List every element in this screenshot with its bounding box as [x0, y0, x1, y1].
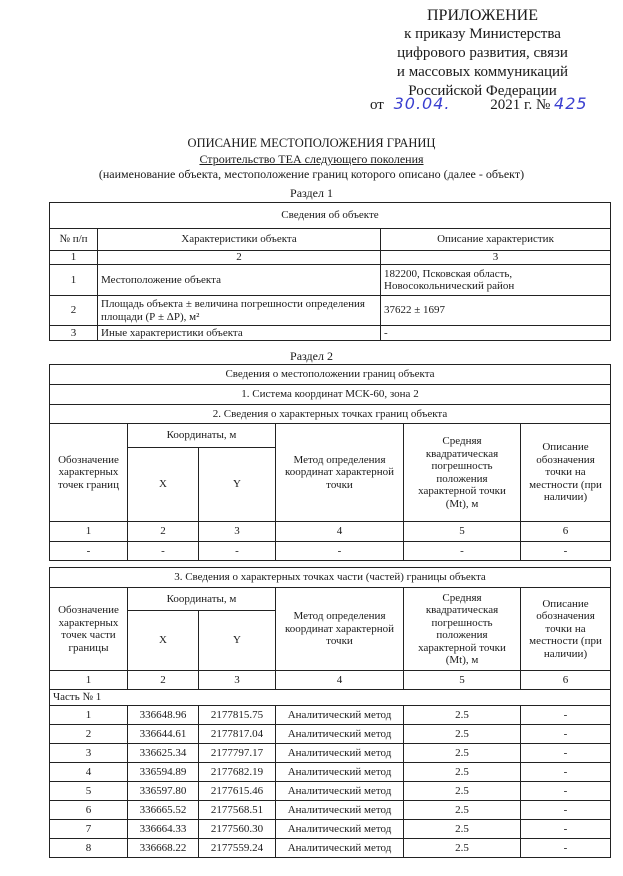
column-header: Координаты, м	[128, 588, 276, 611]
column-header: Метод определения координат характерной точки	[276, 588, 404, 671]
method-cell: Аналитический метод	[276, 839, 404, 858]
description-cell: -	[521, 725, 611, 744]
empty-cell: -	[404, 542, 521, 561]
column-number: 5	[404, 522, 521, 542]
characteristic-name: Местоположение объекта	[98, 265, 381, 296]
coord-y: 2177817.04	[199, 725, 276, 744]
table-heading: Сведения об объекте	[50, 203, 611, 229]
header-line: к приказу Министерства	[404, 26, 561, 42]
coord-x: 336664.33	[128, 820, 199, 839]
coord-x: 336668.22	[128, 839, 199, 858]
row-number: 1	[50, 265, 98, 296]
part-label: Часть № 1	[50, 690, 611, 706]
appendix-header	[355, 6, 610, 101]
method-cell: Аналитический метод	[276, 801, 404, 820]
row-number: 3	[50, 326, 98, 341]
value-line: Новосокольнический район	[384, 280, 515, 292]
column-number: 5	[404, 671, 521, 690]
error-cell: 2.5	[404, 763, 521, 782]
column-header: Средняя квадратическая погрешность положения характерной точки (Mt), м	[404, 424, 521, 522]
column-number: 2	[128, 522, 199, 542]
description-cell: -	[521, 782, 611, 801]
error-cell: 2.5	[404, 820, 521, 839]
characteristic-value: -	[381, 326, 611, 341]
point-number: 8	[50, 839, 128, 858]
coord-y: 2177815.75	[199, 706, 276, 725]
column-header: X	[128, 611, 199, 671]
header-line: и массовых коммуникаций	[396, 64, 569, 80]
document-title: ОПИСАНИЕ МЕСТОПОЛОЖЕНИЯ ГРАНИЦ	[187, 136, 436, 150]
column-header: Y	[199, 448, 276, 522]
table-row	[50, 763, 611, 782]
coord-x: 336648.96	[128, 706, 199, 725]
column-number: 3	[381, 251, 611, 265]
description-cell: -	[521, 744, 611, 763]
column-header: Y	[199, 611, 276, 671]
order-number-handwritten: 425	[554, 94, 588, 113]
method-cell: Аналитический метод	[276, 706, 404, 725]
coord-x: 336644.61	[128, 725, 199, 744]
table-row	[50, 782, 611, 801]
order-date-handwritten: 30.04.	[393, 94, 451, 113]
table-row	[50, 265, 611, 296]
table-row	[50, 744, 611, 763]
column-header: X	[128, 448, 199, 522]
method-cell: Аналитический метод	[276, 782, 404, 801]
table-row	[50, 296, 611, 326]
description-cell: -	[521, 706, 611, 725]
method-cell: Аналитический метод	[276, 744, 404, 763]
characteristic-name: Площадь объекта ± величина погрешности определения площади (Р ± ΔР), м²	[98, 296, 381, 326]
table-row	[50, 801, 611, 820]
order-from-label: от	[370, 97, 384, 113]
point-number: 2	[50, 725, 128, 744]
coord-y: 2177682.19	[199, 763, 276, 782]
coord-x: 336597.80	[128, 782, 199, 801]
column-header: Характеристики объекта	[98, 229, 381, 251]
point-number: 4	[50, 763, 128, 782]
empty-cell: -	[276, 542, 404, 561]
description-cell: -	[521, 763, 611, 782]
order-line	[370, 94, 588, 114]
characteristic-name: Иные характеристики объекта	[98, 326, 381, 341]
column-header: Описание обозначения точки на местности (при наличии)	[521, 424, 611, 522]
table-row	[50, 542, 611, 561]
point-number: 7	[50, 820, 128, 839]
description-cell: -	[521, 839, 611, 858]
header-line: цифрового развития, связи	[397, 45, 568, 61]
part-points-table	[49, 567, 611, 858]
coordinate-system: 1. Система координат МСК-60, зона 2	[50, 385, 611, 405]
object-name: Строительство ТЕА следующего поколения	[199, 152, 424, 166]
subsection-heading: 3. Сведения о характерных точках части (частей) границы объекта	[50, 568, 611, 588]
column-header: № п/п	[50, 229, 98, 251]
column-number: 4	[276, 671, 404, 690]
point-rows	[50, 706, 611, 858]
error-cell: 2.5	[404, 744, 521, 763]
section1-label: Раздел 1	[290, 186, 333, 200]
table-row	[50, 326, 611, 341]
coord-x: 336665.52	[128, 801, 199, 820]
column-header: Описание обозначения точки на местности (при наличии)	[521, 588, 611, 671]
column-header: Координаты, м	[128, 424, 276, 448]
section2-label: Раздел 2	[290, 349, 333, 363]
coord-x: 336625.34	[128, 744, 199, 763]
error-cell: 2.5	[404, 839, 521, 858]
error-cell: 2.5	[404, 725, 521, 744]
column-number: 6	[521, 522, 611, 542]
method-cell: Аналитический метод	[276, 725, 404, 744]
column-number: 1	[50, 522, 128, 542]
table-row	[50, 706, 611, 725]
column-number: 6	[521, 671, 611, 690]
description-cell: -	[521, 801, 611, 820]
table-row	[50, 725, 611, 744]
column-header: Метод определения координат характерной точки	[276, 424, 404, 522]
column-header: Описание характеристик	[381, 229, 611, 251]
appendix-title: ПРИЛОЖЕНИЕ	[426, 7, 538, 24]
column-header: Обозначение характерных точек границ	[50, 424, 128, 522]
boundary-points-table	[49, 364, 611, 561]
empty-cell: -	[521, 542, 611, 561]
point-number: 5	[50, 782, 128, 801]
column-number: 3	[199, 522, 276, 542]
method-cell: Аналитический метод	[276, 763, 404, 782]
point-number: 6	[50, 801, 128, 820]
point-number: 3	[50, 744, 128, 763]
table-heading: Сведения о местоположении границ объекта	[50, 365, 611, 385]
method-cell: Аналитический метод	[276, 820, 404, 839]
table-row	[50, 839, 611, 858]
empty-cell: -	[128, 542, 199, 561]
object-name-note: (наименование объекта, местоположение границ которого описано (далее - объект)	[98, 167, 525, 181]
column-number: 4	[276, 522, 404, 542]
row-number: 2	[50, 296, 98, 326]
table-row	[50, 820, 611, 839]
column-number: 3	[199, 671, 276, 690]
empty-cell: -	[50, 542, 128, 561]
coord-y: 2177797.17	[199, 744, 276, 763]
column-number: 1	[50, 251, 98, 265]
header-line: Российской Федерации	[408, 83, 557, 99]
coord-x: 336594.89	[128, 763, 199, 782]
description-cell: -	[521, 820, 611, 839]
column-number: 2	[98, 251, 381, 265]
error-cell: 2.5	[404, 706, 521, 725]
column-header: Средняя квадратическая погрешность положения характерной точки (Mt), м	[404, 588, 521, 671]
point-number: 1	[50, 706, 128, 725]
coord-y: 2177560.30	[199, 820, 276, 839]
column-header: Обозначение характерных точек части границы	[50, 588, 128, 671]
coord-y: 2177615.46	[199, 782, 276, 801]
object-info-table	[49, 202, 611, 341]
value-line: 182200, Псковская область,	[384, 267, 513, 280]
coord-y: 2177559.24	[199, 839, 276, 858]
coord-y: 2177568.51	[199, 801, 276, 820]
error-cell: 2.5	[404, 801, 521, 820]
order-year: 2021 г. №	[490, 97, 551, 113]
column-number: 1	[50, 671, 128, 690]
subsection-heading: 2. Сведения о характерных точках границ объекта	[50, 405, 611, 424]
characteristic-value	[381, 265, 611, 296]
column-number: 2	[128, 671, 199, 690]
error-cell: 2.5	[404, 782, 521, 801]
characteristic-value: 37622 ± 1697	[381, 296, 611, 326]
empty-cell: -	[199, 542, 276, 561]
